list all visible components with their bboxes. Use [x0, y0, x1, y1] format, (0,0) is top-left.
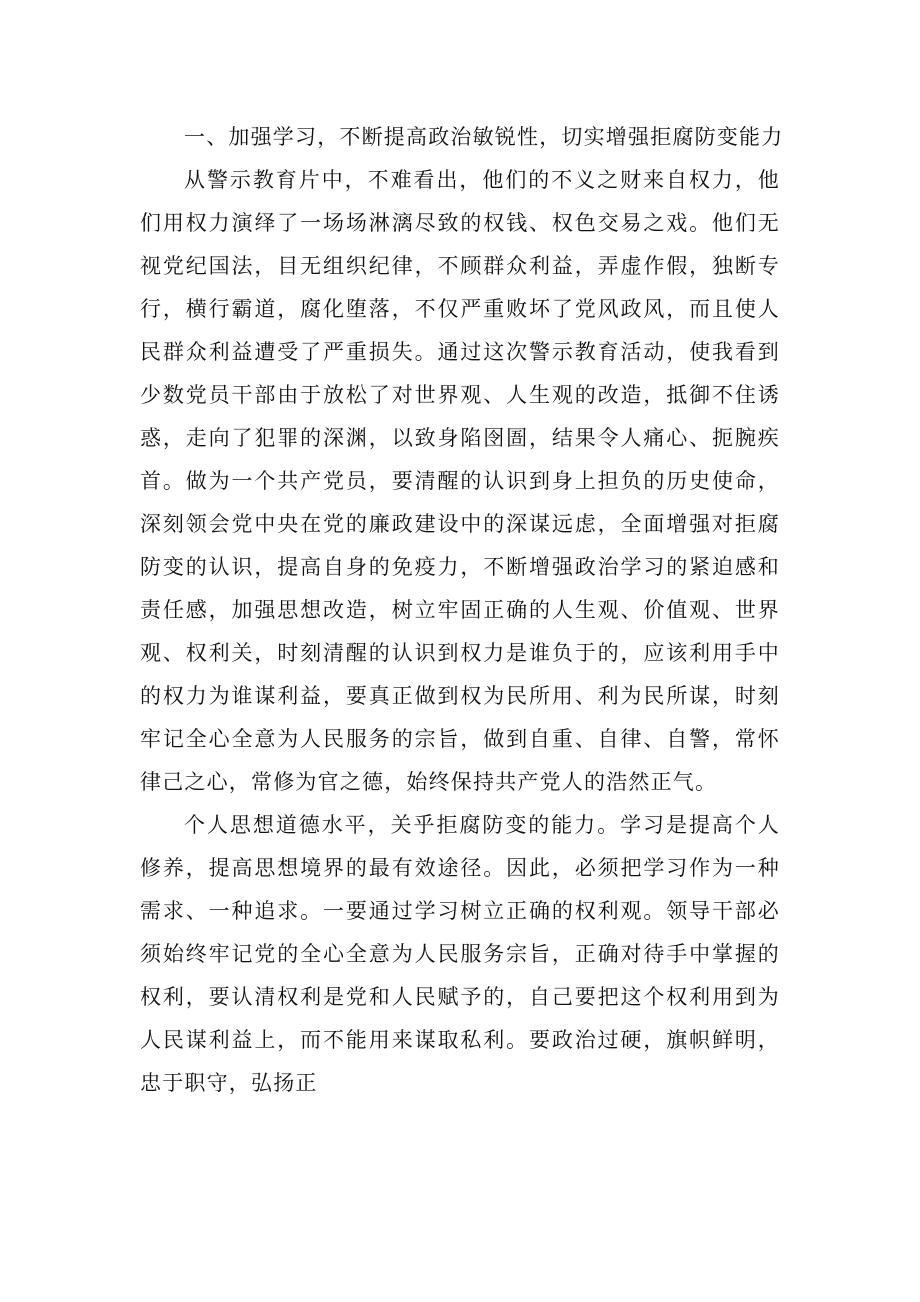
document-body	[140, 116, 784, 1105]
paragraph-1: 从警示教育片中，不难看出，他们的不义之财来自权力，他们用权力演绎了一场场淋漓尽致的权钱、权色交易之戏。他们无视党纪国法，目无组织纪律，不顾群众利益，弄虚作假，独断专行，横行霸道，腐化堕落，不仅严重败坏了党风政风，而且使人民群众利益遭受了严重损失。通过这次警示教育活动，使我看到少数党员干部由于放松了对世界观、人生观的改造，抵御不住诱惑，走向了犯罪的深渊，以致身陷囹圄，结果令人痛心、扼腕疾首。做为一个共产党员，要清醒的认识到身上担负的历史使命，深刻领会党中央在党的廉政建设中的深谋远虑，全面增强对拒腐防变的认识，提高自身的免疫力，不断增强政治学习的紧迫感和责任感，加强思想改造，树立牢固正确的人生观、价值观、世界观、权利关，时刻清醒的认识到权力是谁负于的，应该利用手中的权力为谁谋利益，要真正做到权为民所用、利为民所谋，时刻牢记全心全意为人民服务的宗旨，做到自重、自律、自警，常怀律己之心，常修为官之德，始终保持共产党人的浩然正气。	[140, 168, 780, 794]
section-heading: 一、加强学习，不断提高政治敏锐性，切实增强拒腐防变能力	[184, 125, 784, 149]
paragraph-2: 个人思想道德水平，关乎拒腐防变的能力。学习是提高个人修养，提高思想境界的最有效途径。因此，必须把学习作为一种需求、一种追求。一要通过学习树立正确的权利观。领导干部必须始终牢记党的全心全意为人民服务宗旨，正确对待手中掌握的权利，要认清权利是党和人民赋予的，自己要把这个权利用到为人民谋利益上，而不能用来谋取私利。要政治过硬，旗帜鲜明，忠于职守，弘扬正	[140, 813, 780, 1095]
